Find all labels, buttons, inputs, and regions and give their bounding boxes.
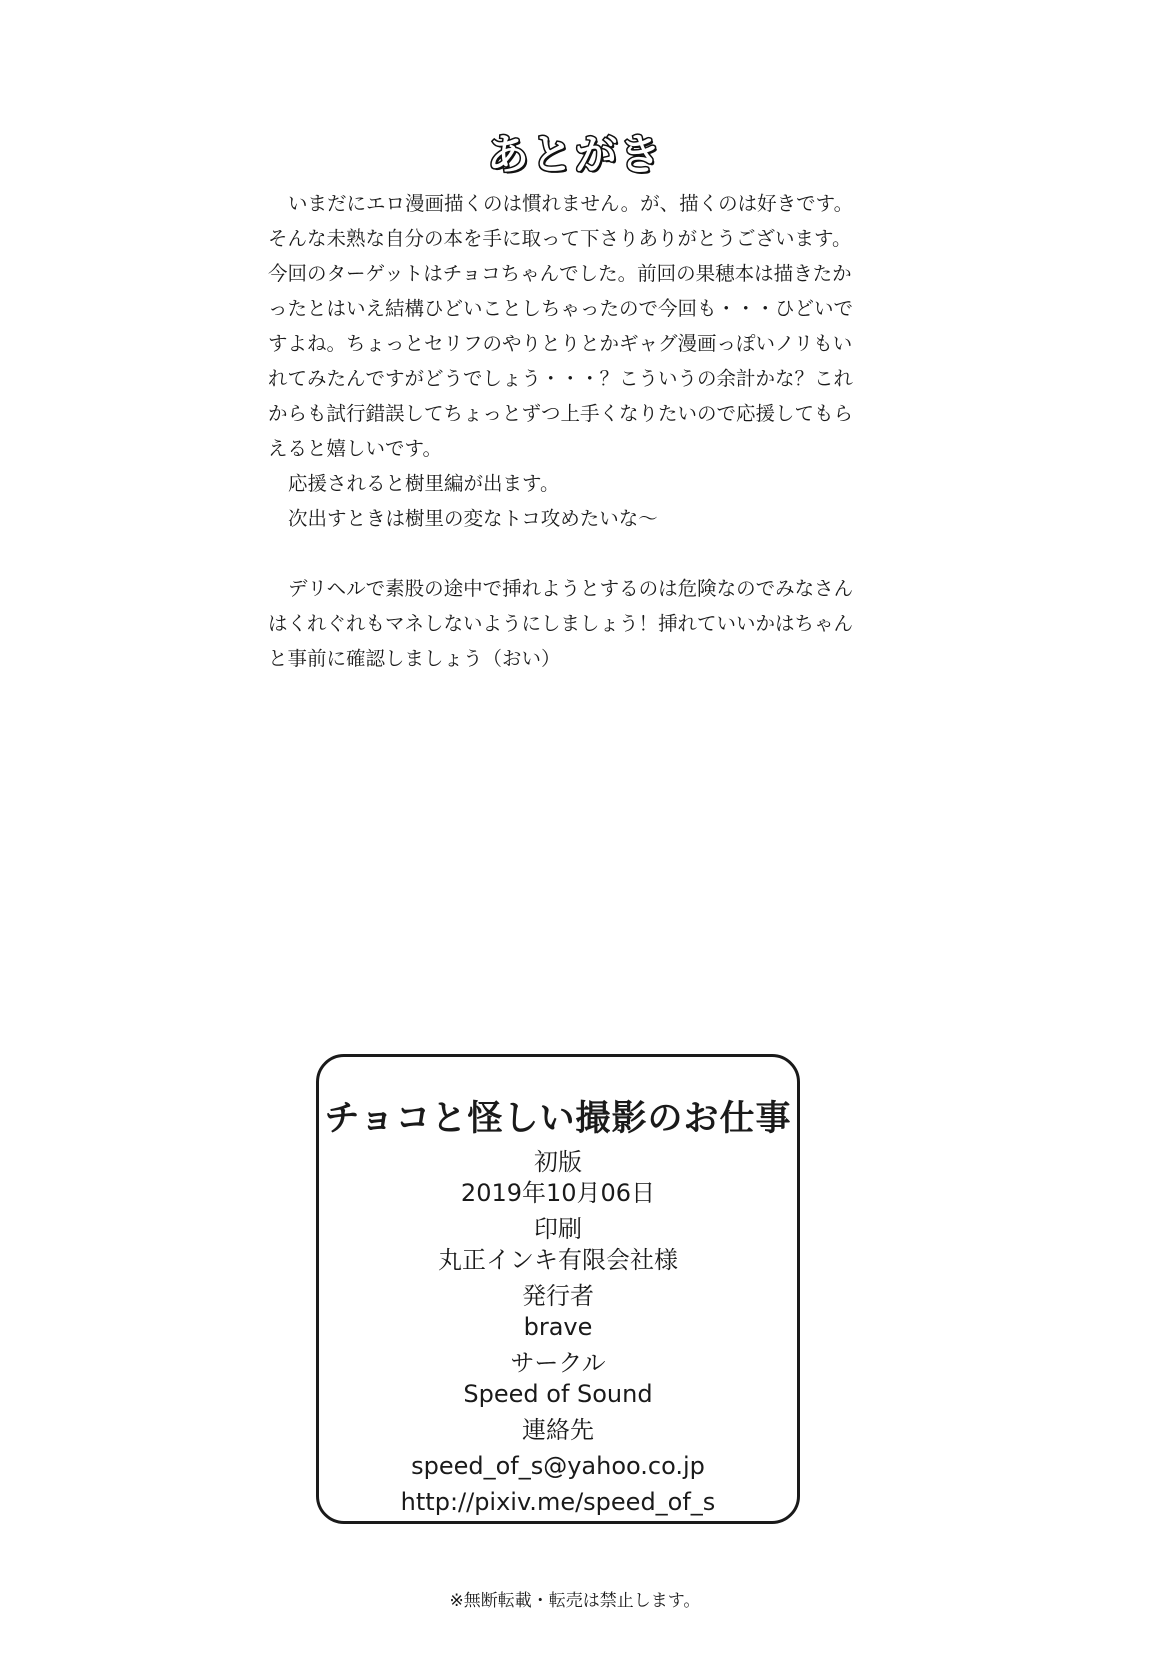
afterword-line: れてみたんですがどうでしょう・・・？こういうの余計かな？これ bbox=[268, 367, 854, 390]
afterword-line: そんな未熟な自分の本を手に取って下さりありがとうございます。 bbox=[268, 227, 852, 250]
afterword-line: いまだにエロ漫画描くのは慣れません。が、描くのは好きです。 bbox=[288, 192, 854, 215]
afterword-line: 今回のターゲットはチョコちゃんでした。前回の果穂本は描きたか bbox=[268, 262, 852, 285]
afterword-line: からも試行錯誤してちょっとずつ上手くなりたいので応援してもら bbox=[268, 402, 854, 425]
afterword-line: すよね。ちょっとセリフのやりとりとかギャグ漫画っぽいノリもい bbox=[268, 332, 853, 355]
afterword-body bbox=[268, 186, 868, 676]
edition-label: 初版 bbox=[534, 1148, 582, 1176]
printer-name: 丸正インキ有限会社様 bbox=[438, 1246, 678, 1274]
circle-name: Speed of Sound bbox=[463, 1380, 653, 1408]
afterword-line: 応援されると樹里編が出ます。 bbox=[288, 472, 560, 495]
edition-date: 2019年10月06日 bbox=[460, 1179, 656, 1207]
afterword-title: あとがき bbox=[486, 130, 663, 179]
afterword-line: 次出すときは樹里の変なトコ攻めたいな～ bbox=[288, 507, 658, 530]
publisher-name: brave bbox=[523, 1313, 593, 1341]
printing-label: 印刷 bbox=[534, 1215, 582, 1243]
colophon-box bbox=[316, 1054, 800, 1524]
afterword-line: えると嬉しいです。 bbox=[268, 437, 442, 460]
colophon-list bbox=[319, 1147, 797, 1517]
book-title: チョコと怪しい撮影のお仕事 bbox=[324, 1099, 792, 1139]
circle-label: サークル bbox=[510, 1349, 606, 1377]
contact-url: http://pixiv.me/speed_of_s bbox=[400, 1488, 716, 1516]
contact-email: speed_of_s@yahoo.co.jp bbox=[411, 1452, 705, 1480]
paragraph-gap bbox=[268, 536, 868, 571]
publisher-label: 発行者 bbox=[522, 1282, 594, 1310]
afterword-line: デリヘルで素股の途中で挿れようとするのは危険なのでみなさん bbox=[288, 577, 854, 600]
afterword-line: はくれぐれもマネしないようにしましょう！挿れていいかはちゃん bbox=[268, 612, 854, 635]
afterword-line: ったとはいえ結構ひどいことしちゃったので今回も・・・ひどいで bbox=[268, 297, 854, 320]
copyright-notice: ※無断転載・転売は禁止します。 bbox=[449, 1591, 701, 1611]
contact-label: 連絡先 bbox=[522, 1416, 594, 1444]
afterword-line: と事前に確認しましょう（おい） bbox=[268, 647, 561, 670]
